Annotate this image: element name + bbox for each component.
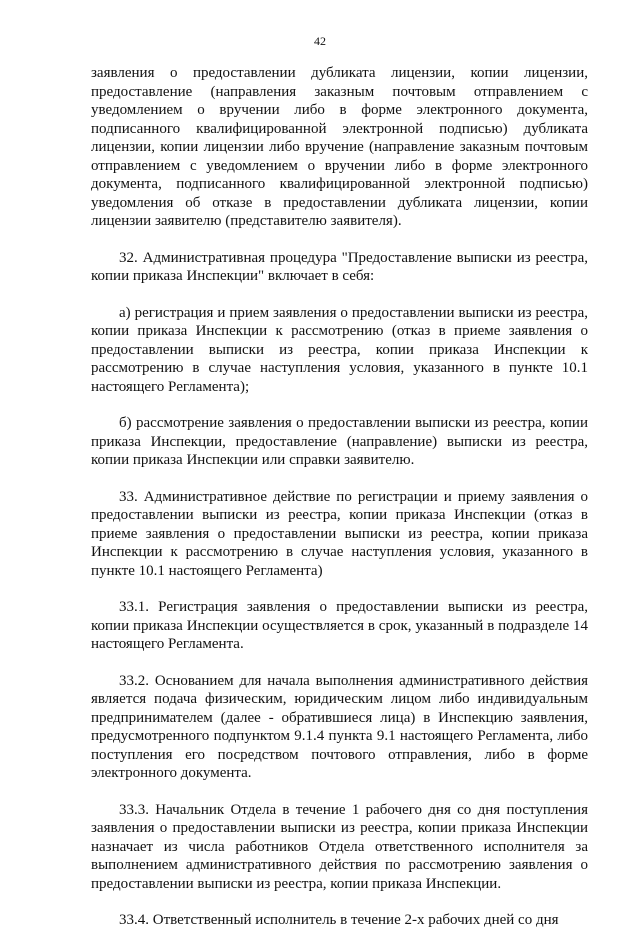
paragraph-continuation: заявления о предоставлении дубликата лицензии, копии лицензии, предоставление (направления заказным почтовым отправлением с уведомлением о вручении либо в форме электронного документа, подписанного квалифицированной электронной подписью) дубликата лицензии, копии лицензии либо вручение (направление заказным почтовым отправлением с уведомлением о вручении либо в форме электронного документа, подписанного квалифицированной электронной подписью) уведомления об отказе в предоставлении дубликата лицензии, копии лицензии заявителю (представителю заявителя).	[91, 65, 588, 229]
paragraph-33-3: 33.3. Начальник Отдела в течение 1 рабочего дня со дня поступления заявления о предоставлении выписки из реестра, копии приказа Инспекции назначает из числа работников Отдела ответственного исполнителя за выполнением административного действия по рассмотрению заявления о предоставлении выписки из реестра, копии приказа Инспекции.	[91, 801, 588, 892]
paragraph-33-4: 33.4. Ответственный исполнитель в течение 2-х рабочих дней со дня	[119, 912, 559, 928]
paragraph-32b: б) рассмотрение заявления о предоставлении выписки из реестра, копии приказа Инспекции, предоставление (направление) выписки из реестра, копии приказа Инспекции или справки заявителю.	[91, 415, 588, 468]
paragraph-33-1: 33.1. Регистрация заявления о предоставлении выписки из реестра, копии приказа Инспекции осуществляется в срок, указанный в подразделе 14 настоящего Регламента.	[91, 599, 588, 652]
page-number: 42	[314, 34, 326, 48]
paragraph-32a: а) регистрация и прием заявления о предоставлении выписки из реестра, копии приказа Инспекции к рассмотрению (отказ в приеме заявления о предоставлении выписки из реестра, копии приказа Инспекции к рассмотрению в случае наступления условия, указанного в пункте 10.1 настоящего Регламента);	[91, 304, 588, 395]
paragraph-33-2: 33.2. Основанием для начала выполнения административного действия является подача физическим, юридическим лицом либо индивидуальным предпринимателем (далее - обратившиеся лица) в Инспекцию заявления, предусмотренного подпунктом 9.1.4 пункта 9.1 настоящего Регламента, либо поступления его посредством почтового отправления, либо в форме электронного документа.	[91, 672, 588, 781]
paragraph-33: 33. Административное действие по регистрации и приему заявления о предоставлении выписки из реестра, копии приказа Инспекции (отказ в приеме заявления о предоставлении выписки из реестра, копии приказа Инспекции к рассмотрению в случае наступления условия, указанного в пункте 10.1 настоящего Регламента)	[91, 488, 588, 579]
paragraph-32: 32. Административная процедура "Предоставление выписки из реестра, копии приказа Инспекции" включает в себя:	[91, 249, 588, 284]
document-body	[91, 64, 588, 930]
